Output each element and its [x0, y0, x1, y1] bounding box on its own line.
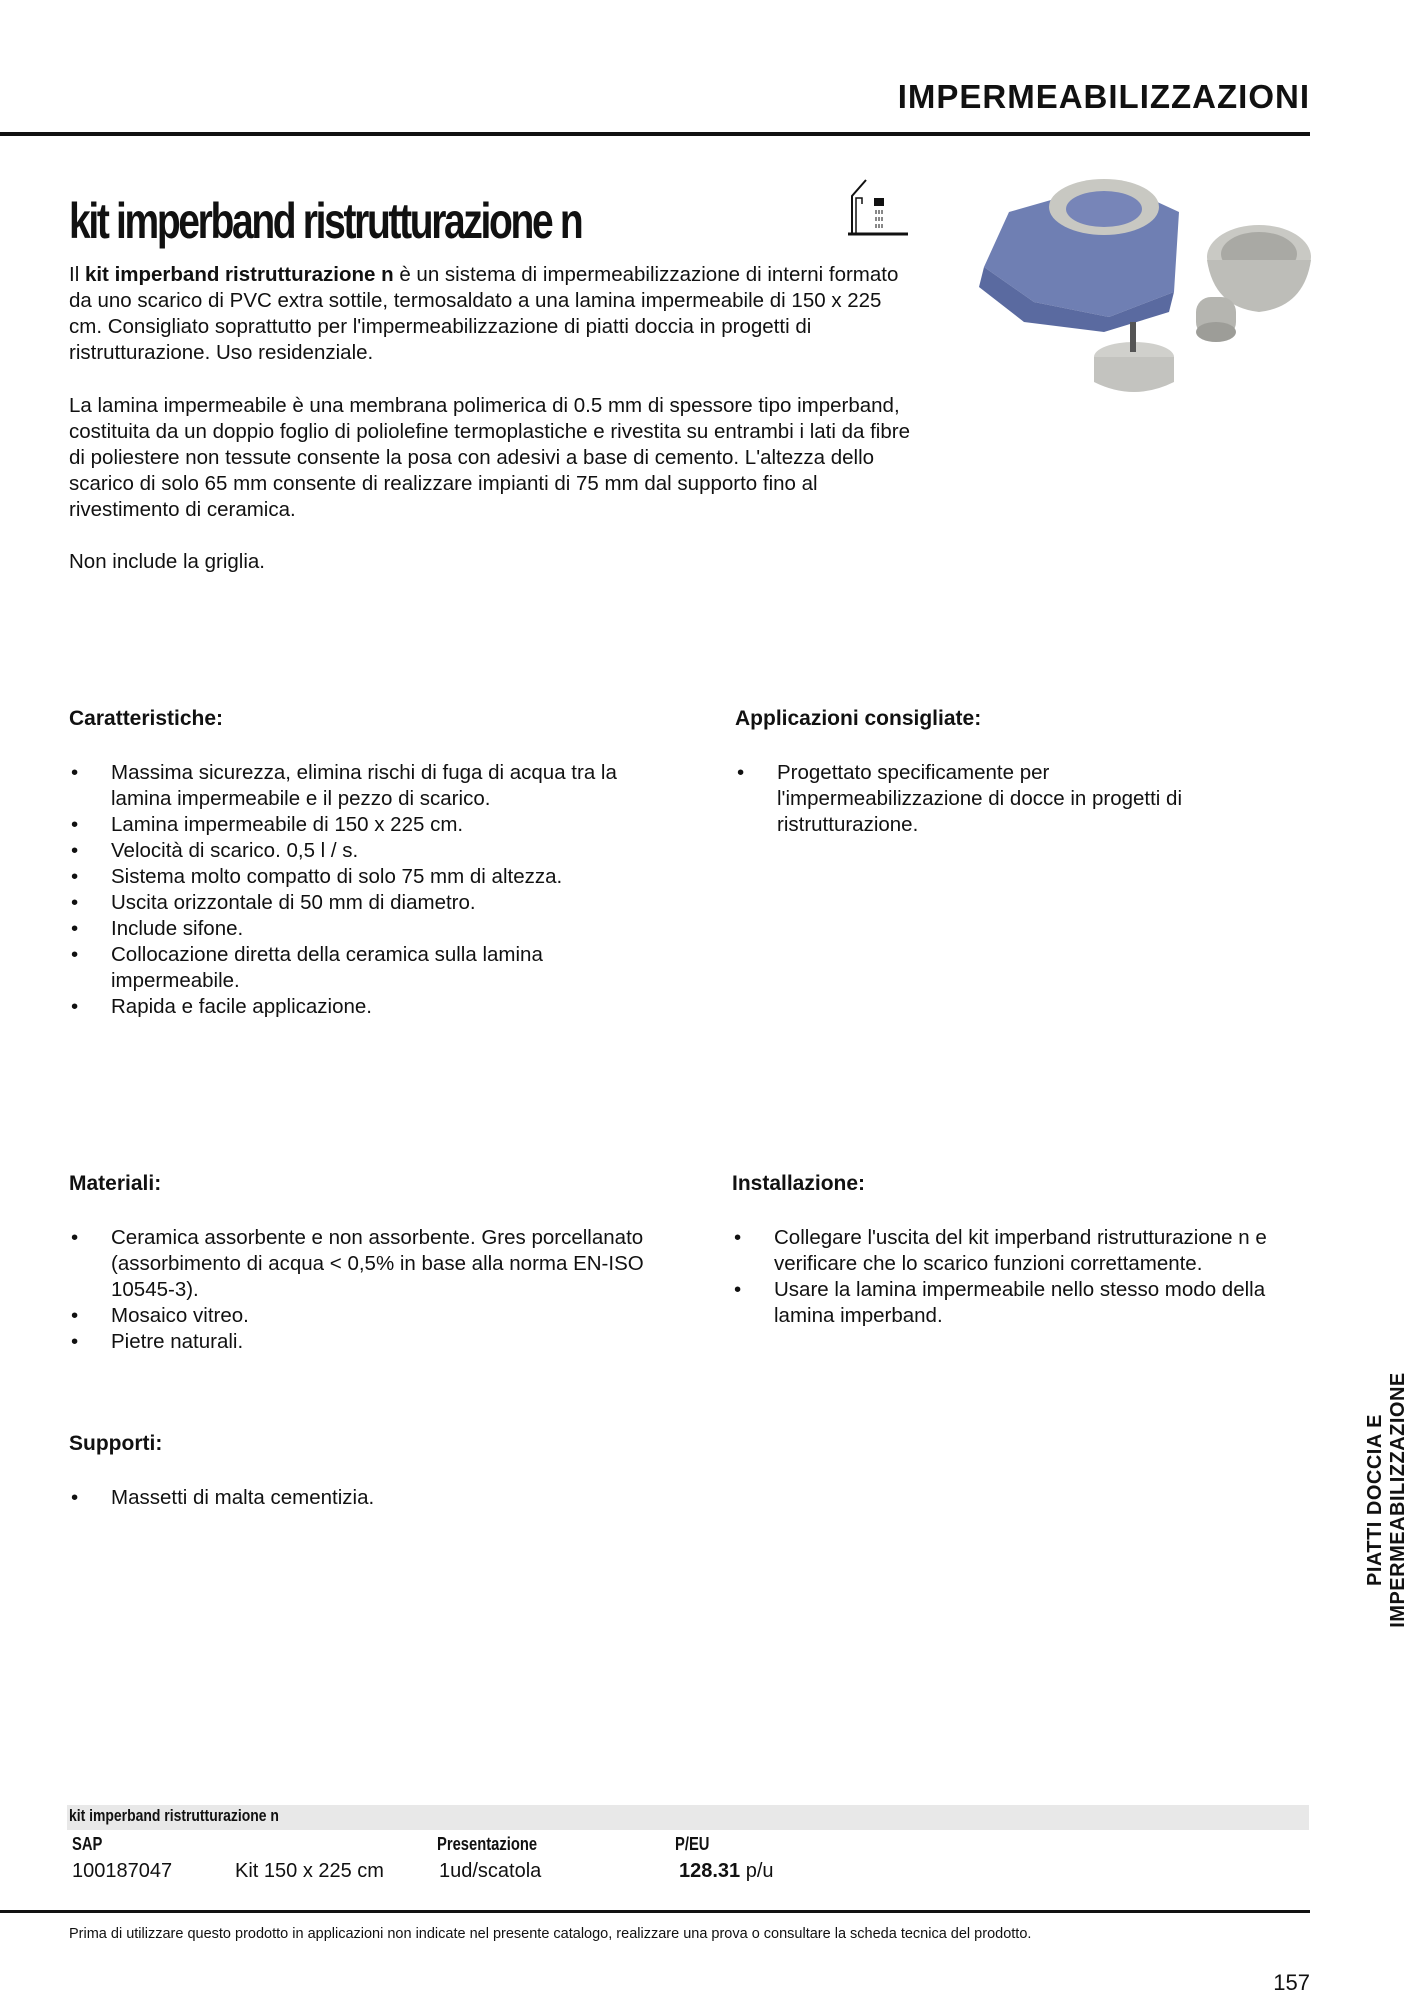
intro-prefix: Il — [69, 263, 85, 286]
list-item: • Massima sicurezza, elimina rischi di fuga di acqua tra la lamina impermeabile e il pezzo di scarico. — [69, 760, 659, 812]
installazione-list — [732, 1225, 1312, 1329]
installazione-heading: Installazione: — [732, 1172, 866, 1195]
product-note: Non include la griglia. — [69, 550, 266, 573]
list-item: • Sistema molto compatto di solo 75 mm di altezza. — [69, 864, 659, 890]
list-item: • Collegare l'uscita del kit imperband ristrutturazione n e verificare che lo scarico funzioni correttamente. — [732, 1225, 1312, 1277]
price-value: 128.31 — [679, 1860, 741, 1882]
list-item: • Massetti di malta cementizia. — [69, 1485, 659, 1511]
cell-description: Kit 150 x 225 cm — [235, 1860, 384, 1882]
product-intro — [69, 262, 919, 366]
materiali-heading: Materiali: — [69, 1172, 162, 1195]
price-unit: p/u — [745, 1860, 774, 1882]
side-tab-line1: PIATTI DOCCIA E — [1364, 1414, 1386, 1586]
product-title-text: kit imperband ristrutturazione n — [69, 193, 582, 249]
list-item: • Collocazione diretta della ceramica sulla lamina impermeabile. — [69, 942, 659, 994]
side-section-tab — [1362, 1355, 1412, 1645]
product-image — [964, 172, 1318, 424]
list-item: • Velocità di scarico. 0,5 l / s. — [69, 838, 659, 864]
materiali-list — [69, 1225, 659, 1355]
side-tab-line2: IMPERMEABILIZZAZIONE — [1387, 1372, 1409, 1628]
page-number: 157 — [1273, 1970, 1310, 1995]
footnote: Prima di utilizzare questo prodotto in applicazioni non indicate nel presente catalogo, realizzare una prova o consultare la scheda tecnica del prodotto. — [69, 1926, 1032, 1942]
caratteristiche-list — [69, 760, 659, 1020]
header-presentazione-text: Presentazione — [437, 1834, 538, 1854]
list-item: • Mosaico vitreo. — [69, 1303, 659, 1329]
section-title: IMPERMEABILIZZAZIONI — [897, 78, 1310, 115]
intro-text: è un sistema di impermeabilizzazione di interni formato da uno scarico di PVC extra sottile, termosaldato a una lamina impermeabile di 150 x 225 cm. Consigliato soprattutto per l'impermeabilizzazione di piatti doccia in progetti di ristrutturazione. Uso residenziale. — [69, 263, 899, 364]
cell-presentazione: 1ud/scatola — [439, 1860, 542, 1882]
list-item: • Ceramica assorbente e non assorbente. Gres porcellanato (assorbimento di acqua < 0,5% in base alla norma EN-ISO 10545-3). — [69, 1225, 659, 1303]
list-item: • Lamina impermeabile di 150 x 225 cm. — [69, 812, 659, 838]
list-item: • Uscita orizzontale di 50 mm di diametro. — [69, 890, 659, 916]
header-sap-text: SAP — [72, 1834, 103, 1854]
applicazioni-heading: Applicazioni consigliate: — [735, 707, 982, 730]
header-price-text: P/EU — [675, 1834, 710, 1854]
shower-icon — [846, 178, 910, 238]
supporti-list — [69, 1485, 659, 1511]
intro-product-name: kit imperband ristrutturazione n — [84, 263, 394, 286]
list-item: • Include sifone. — [69, 916, 659, 942]
header-divider — [0, 132, 1310, 136]
product-description: La lamina impermeabile è una membrana polimerica di 0.5 mm di spessore tipo imperband, costituita da un doppio foglio di poliolefine termoplastiche e rivestita su entrambi i lati da fibre di poliestere non tessute consente la posa con adesivi a base di cemento. L'altezza dello scarico di solo 65 mm consente di realizzare impianti di 75 mm dal supporto fino al rivestimento di ceramica. — [69, 394, 910, 521]
product-title — [69, 192, 726, 250]
table-title — [69, 1806, 325, 1826]
caratteristiche-heading: Caratteristiche: — [69, 707, 224, 730]
list-item: • Pietre naturali. — [69, 1329, 659, 1355]
applicazioni-list — [735, 760, 1255, 838]
footer-divider — [0, 1910, 1310, 1913]
cell-sap: 100187047 — [72, 1860, 173, 1882]
header-presentazione — [437, 1834, 559, 1855]
list-item: • Usare la lamina impermeabile nello stesso modo della lamina imperband. — [732, 1277, 1312, 1329]
header-price — [675, 1834, 717, 1855]
cell-price — [679, 1860, 774, 1883]
supporti-heading: Supporti: — [69, 1432, 163, 1455]
list-item: • Rapida e facile applicazione. — [69, 994, 659, 1020]
side-tab-label — [1364, 1372, 1410, 1628]
table-title-text: kit imperband ristrutturazione n — [69, 1806, 279, 1825]
list-item: • Progettato specificamente per l'impermeabilizzazione di docce in progetti di ristrutturazione. — [735, 760, 1255, 838]
header-sap — [72, 1834, 109, 1855]
